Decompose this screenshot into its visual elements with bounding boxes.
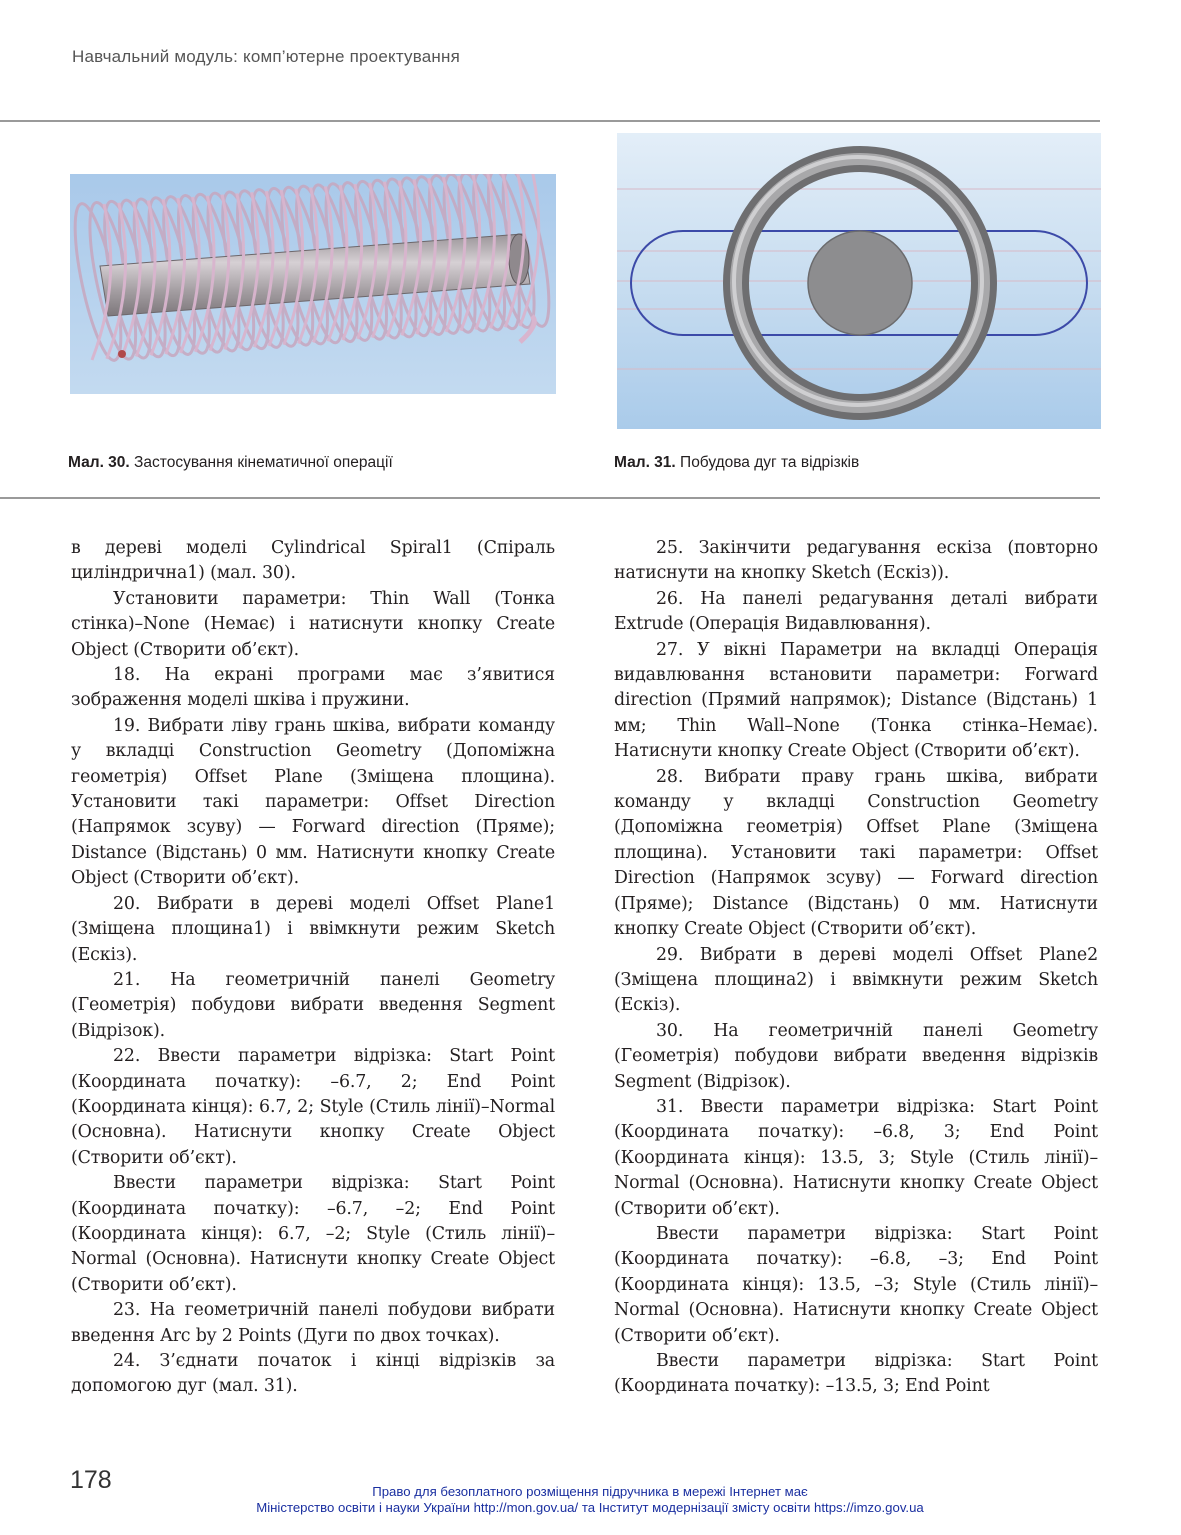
running-header: Навчальний модуль: комп’ютерне проектування bbox=[72, 47, 460, 66]
ring-render bbox=[617, 133, 1101, 429]
paragraph: в дереві моделі Cylindrical Spiral1 (Спіраль циліндрична1) (мал. 30). bbox=[71, 538, 555, 584]
paragraph: 21. На геометричній панелі Geometry (Геометрія) побудови вибрати введення Segment (Відрізок). bbox=[71, 969, 555, 1041]
figure-31-caption-text: Побудова дуг та відрізків bbox=[680, 454, 860, 471]
header-rule bbox=[0, 120, 1100, 122]
paragraph: 30. На геометричній панелі Geometry (Геометрія) побудови вибрати введення відрізків Segment (Відрізок). bbox=[614, 1020, 1098, 1092]
paragraph: 28. Вибрати праву грань шківа, вибрати команду у вкладці Construction Geometry (Допоміжна геометрія) Offset Plane (Зміщена площина). Установити такі параметри: Offset Direction (Напрямок зсуву) — Forward direction (Пряме); Distance (Відстань) 0 мм. Натиснути кнопку Create Object (Створити об’єкт). bbox=[614, 766, 1098, 940]
figure-30-image bbox=[70, 174, 556, 394]
paragraph: 25. Закінчити редагування ескіза (повторно натиснути на кнопку Sketch (Ескіз)). bbox=[614, 538, 1098, 584]
figure-30-caption bbox=[68, 454, 393, 472]
paragraph: Ввести параметри відрізка: Start Point (Координата початку): –13.5, 3; End Point bbox=[614, 1351, 1098, 1397]
paragraph: 20. Вибрати в дереві моделі Offset Plane1 (Зміщена площина1) і ввімкнути режим Sketch (Ескіз). bbox=[71, 893, 555, 965]
paragraph: 23. На геометричній панелі побудови вибрати введення Arc by 2 Points (Дуги по двох точках). bbox=[71, 1300, 555, 1346]
page-number: 178 bbox=[70, 1466, 112, 1494]
figure-30-number: Мал. 30. bbox=[68, 454, 130, 471]
paragraph: 26. На панелі редагування деталі вибрати Extrude (Операція Видавлювання). bbox=[614, 588, 1098, 635]
license-footer bbox=[160, 1484, 1020, 1516]
figure-31-caption bbox=[614, 454, 859, 472]
paragraph: 29. Вибрати в дереві моделі Offset Plane2 (Зміщена площина2) і ввімкнути режим Sketch (Ескіз). bbox=[614, 944, 1098, 1016]
footer-line-2: Міністерство освіти і науки України http://mon.gov.ua/ та Інститут модернізації змісту освіти https://imzo.gov.ua bbox=[256, 1500, 924, 1515]
left-column bbox=[71, 536, 555, 1400]
spiral-render bbox=[70, 174, 556, 394]
paragraph: 27. У вікні Параметри на вкладці Операція видавлювання встановити параметри: Forward direction (Прямий напрямок); Distance (Відстань) 1 мм; Thin Wall–None (Тонка стінка–Немає). Натиснути кнопку Create Object (Створити об’єкт). bbox=[614, 639, 1098, 762]
figure-31-number: Мал. 31. bbox=[614, 454, 676, 471]
footer-line-1: Право для безоплатного розміщення підручника в мережі Інтернет має bbox=[372, 1484, 808, 1499]
figures-rule bbox=[0, 497, 1100, 499]
paragraph: 24. З’єднати початок і кінці відрізків за допомогою дуг (мал. 31). bbox=[71, 1351, 555, 1397]
figure-30-caption-text: Застосування кінематичної операції bbox=[134, 454, 393, 471]
right-column bbox=[614, 536, 1098, 1400]
paragraph: Ввести параметри відрізка: Start Point (Координата початку): –6.7, –2; End Point (Координата кінця): 6.7, –2; Style (Стиль лінії)–Normal (Основна). Натиснути кнопку Create Object (Створити об’єкт). bbox=[71, 1173, 555, 1295]
figure-31-image bbox=[617, 133, 1101, 429]
paragraph: Установити параметри: Thin Wall (Тонка стінка)–None (Немає) і натиснути кнопку Create Object (Створити об’єкт). bbox=[71, 588, 555, 660]
paragraph: 18. На екрані програми має з’явитися зображення моделі шківа і пружини. bbox=[71, 665, 555, 711]
paragraph: 19. Вибрати ліву грань шківа, вибрати команду у вкладці Construction Geometry (Допоміжна геометрія) Offset Plane (Зміщена площина). Установити такі параметри: Offset Direction (Напрямок зсуву) — Forward direction (Пряме); Distance (Відстань) 0 мм. Натиснути кнопку Create Object (Створити об’єкт). bbox=[71, 715, 555, 889]
paragraph: 22. Ввести параметри відрізка: Start Point (Координата початку): –6.7, 2; End Point (Координата кінця): 6.7, 2; Style (Стиль лінії)–Normal (Основна). Натиснути кнопку Create Object (Створити об’єкт). bbox=[71, 1046, 555, 1168]
paragraph: 31. Ввести параметри відрізка: Start Point (Координата початку): –6.8, 3; End Point (Координата кінця): 13.5, 3; Style (Стиль лінії)–Normal (Основна). Натиснути кнопку Create Object (Створити об’єкт). bbox=[614, 1096, 1098, 1219]
paragraph: Ввести параметри відрізка: Start Point (Координата початку): –6.8, –3; End Point (Координата кінця): 13.5, –3; Style (Стиль лінії)–Normal (Основна). Натиснути кнопку Create Object (Створити об’єкт). bbox=[614, 1223, 1098, 1346]
